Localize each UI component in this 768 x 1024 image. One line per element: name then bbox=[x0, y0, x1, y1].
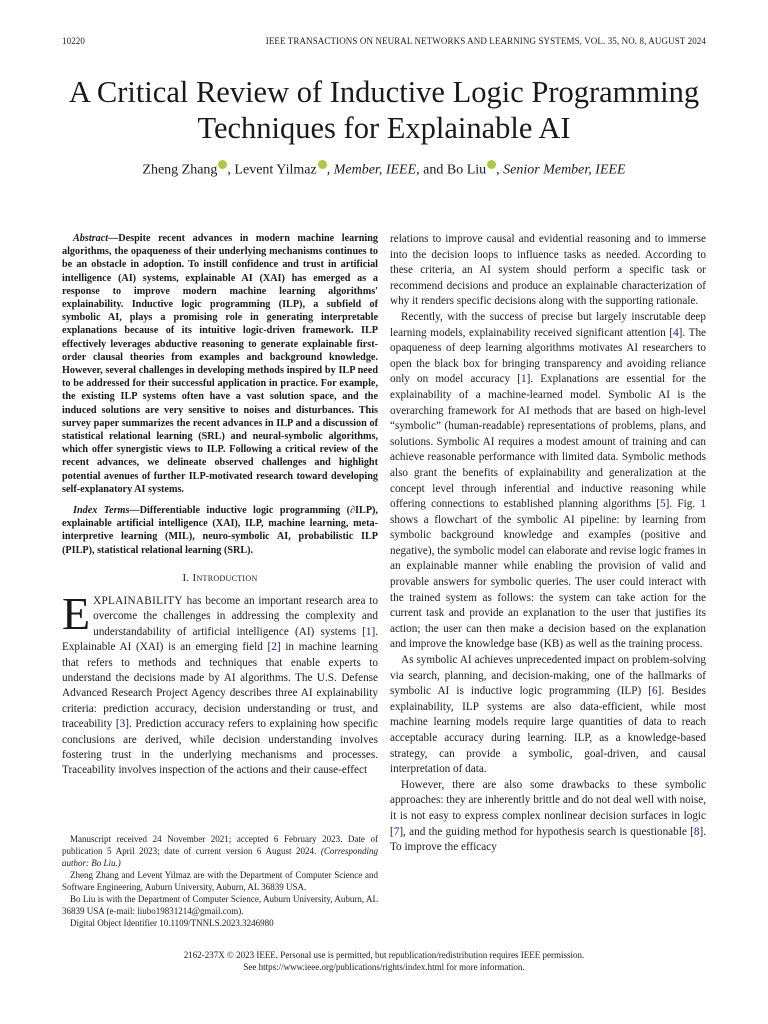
intro-text: ]. Explainable AI (XAI) is an emerging field [ bbox=[62, 625, 378, 654]
footnote-manuscript bbox=[62, 833, 378, 869]
citation-link[interactable]: 8 bbox=[693, 825, 700, 838]
body-paragraph bbox=[390, 653, 706, 778]
body-text: ]. Explanations are essential for the explainability of a machine-learned model. Symbolic AI is the overarching framework for AI methods that are based on high-level “symbolic” (human-readable) representations of problems, plans, and solutions. Symbolic AI requires a modest amount of training and can achieve reasonable performance with limited data. Symbolic methods also grant the benefits of explainability and generalization at the concept level through inferential and inductive reasoning while offering connections to established planning algorithms [ bbox=[390, 373, 706, 511]
figure-link[interactable]: 1 bbox=[700, 498, 707, 511]
footnote-affiliation: Bo Liu is with the Department of Computer Science, Auburn University, Auburn, AL 36839 USA (e-mail: liubo19831214@gmail.com). bbox=[62, 894, 378, 916]
author-line bbox=[0, 159, 768, 179]
title-line-2: Techniques for Explainable AI bbox=[197, 111, 571, 145]
body-text: shows a flowchart of the symbolic AI pipeline: by learning from symbolic background knowledge and examples (positive and negative), the symbolic model can elaborate and revise logic frames in an explainable manner while enabling the provision of valid and provable answers for symbolic queries. The user could interact with the trained system as follows: the system can take action for the current task and provide an explanation to the user that justifies its action; the user can then make a decision based on the explanation and improve the knowledge base (KB) as well as the training process. bbox=[390, 513, 706, 651]
footnote-corresponding: (Corresponding author: Bo Liu.) bbox=[62, 846, 378, 868]
citation-link[interactable]: 6 bbox=[652, 685, 658, 698]
copyright-notice bbox=[0, 949, 768, 973]
section-title: Introduction bbox=[192, 571, 258, 584]
abstract bbox=[62, 232, 378, 496]
body-text: ]. To improve the efficacy bbox=[390, 825, 706, 854]
footnote-text: Manuscript received 24 November 2021; accepted 6 February 2023. Date of publication 5 April 2023; date of current version 6 August 2024. bbox=[62, 834, 378, 856]
footnotes bbox=[62, 833, 378, 929]
citation-link[interactable]: 4 bbox=[673, 326, 679, 339]
index-terms-text: Differentiable inductive logic programming (∂ILP), explainable artificial intelligence (XAI), ILP, machine learning, meta-interpretive learning (MIL), neuro-symbolic AI, probabilistic ILP (PILP), statistical relational learning (SRL). bbox=[62, 505, 378, 556]
intro-text: ]. Prediction accuracy refers to explaining how specific conclusions are derived, while decision understanding involves fostering trust in the underlying mechanisms and processes. Traceability involves inspection of the actions and their cause-effect bbox=[62, 718, 378, 777]
citation-link[interactable]: 5 bbox=[660, 498, 666, 511]
citation-link[interactable]: 1 bbox=[365, 625, 372, 638]
citation-link[interactable]: 2 bbox=[271, 641, 277, 654]
body-text: Recently, with the success of precise but largely inscrutable deep learning models, explainability received significant attention [ bbox=[390, 310, 706, 339]
body-text: ]. The opaqueness of deep learning algorithms motivates AI researchers to open the black box for bringing transparency and avoiding reliance only on model accuracy [ bbox=[390, 326, 707, 386]
intro-text: ] in machine learning that refers to methods and techniques that enable experts to understand the decisions made by AI algorithms. The U.S. Defense Advanced Research Project Agency describes three AI explainability criteria: prediction accuracy, decision understanding or trust, and traceability [ bbox=[62, 641, 379, 731]
citation-link[interactable]: 3 bbox=[119, 718, 126, 731]
running-header: IEEE TRANSACTIONS ON NEURAL NETWORKS AND LEARNING SYSTEMS, VOL. 35, NO. 8, AUGUST 2024 bbox=[265, 36, 706, 46]
body-paragraph bbox=[390, 778, 706, 856]
body-paragraph: relations to improve causal and evidential reasoning and to immerse into the decision loops to influence tasks as needed. According to these criteria, an AI system should perform a specific task or recommend decisions and produce an explainable characterization of why it renders specific decisions along with the supporting rationale. bbox=[390, 233, 706, 308]
abstract-label: Abstract— bbox=[73, 233, 119, 244]
body-text: ], and the guiding method for hypothesis search is questionable [ bbox=[399, 825, 694, 838]
footnote-affiliation: Zheng Zhang and Levent Yilmaz are with the Department of Computer Science and Software Engineering, Auburn University, Auburn, AL 36839 USA. bbox=[62, 870, 378, 892]
citation-link[interactable]: 1 bbox=[520, 373, 527, 386]
abstract-text: Despite recent advances in modern machine learning algorithms, the opaqueness of their underlying mechanisms continues to be an obstacle in adoption. To instill confidence and trust in artificial intelligence (AI) systems, explainable AI (XAI) has emerged as a response to improve modern machine learning algorithms' explainability. Inductive logic programming (ILP), a subfield of symbolic AI, plays a promising role in generating interpretable explanations because of its intuitive logic-driven framework. ILP effectively leverages abductive reasoning to generate explainable first-order clausal theories from examples and background knowledge. However, several challenges in developing methods inspired by ILP need to be addressed for their successful application in practice. For example, the existing ILP systems often have a vast solution space, and the induced solutions are very sensitive to noises and disturbances. This survey paper summarizes the recent advances in ILP and a discussion of statistical relational learning (SRL) and neural-symbolic algorithms, which offer synergistic views to ILP. Following a critical review of the recent advances, we delineate observed challenges and highlight potential avenues of further ILP-motivated research toward developing self-explanatory AI systems. bbox=[62, 233, 378, 495]
section-heading bbox=[62, 571, 378, 586]
index-terms bbox=[62, 504, 378, 557]
citation-link[interactable]: 7 bbox=[393, 825, 400, 838]
body-paragraph bbox=[390, 310, 706, 653]
body-text: As symbolic AI achieves unprecedented impact on problem-solving via search, planning, and decision-making, one of the hallmarks of symbolic AI is inductive logic programming (ILP) [ bbox=[390, 654, 706, 698]
orcid-icon[interactable] bbox=[487, 160, 496, 169]
section-number: I. bbox=[182, 571, 190, 584]
index-terms-label: Index Terms— bbox=[73, 505, 140, 517]
body-text: However, there are also some drawbacks to these symbolic approaches: they are inherently brittle and do not deal well with noise, it is not easy to express complex nonlinear decision surfaces in logic [ bbox=[390, 778, 706, 838]
copyright-line: 2162-237X © 2023 IEEE. Personal use is permitted, but republication/redistribution requires IEEE permission. bbox=[183, 950, 585, 960]
intro-paragraph bbox=[62, 587, 379, 779]
orcid-icon[interactable] bbox=[318, 160, 327, 169]
author-role: , Senior Member, IEEE bbox=[496, 162, 626, 178]
footnote-doi: Digital Object Identifier 10.1109/TNNLS.2023.3246980 bbox=[70, 918, 274, 928]
page-number: 10220 bbox=[62, 36, 85, 46]
left-column bbox=[62, 232, 378, 779]
author-name: Zheng Zhang bbox=[142, 162, 218, 178]
title-line-1: A Critical Review of Inductive Logic Programming bbox=[68, 75, 700, 109]
author-role: , Member, IEEE, bbox=[326, 162, 420, 178]
body-text: ]. Fig. bbox=[665, 498, 701, 511]
intro-caps: XPLAINABILITY bbox=[93, 594, 183, 607]
author-name: and Bo Liu bbox=[419, 162, 487, 178]
copyright-link[interactable]: See https://www.ieee.org/publications/rights/index.html for more information. bbox=[243, 962, 525, 972]
drop-cap: E bbox=[62, 587, 91, 639]
right-column bbox=[390, 232, 706, 856]
intro-text: has become an important research area to overcome the challenges in addressing the complexity and understandability of artificial intelligence (AI) systems [ bbox=[93, 594, 378, 638]
body-text: ]. Besides explainability, ILP systems are also data-efficient, while most machine learning models require large quantities of data to reach acceptable accuracy during learning. ILP, as a knowledge-based strategy, can provide a symbolic, goal-driven, and causal interpretation of data. bbox=[390, 685, 707, 776]
author-name: , Levent Yilmaz bbox=[227, 162, 317, 178]
paper-title bbox=[0, 74, 768, 146]
